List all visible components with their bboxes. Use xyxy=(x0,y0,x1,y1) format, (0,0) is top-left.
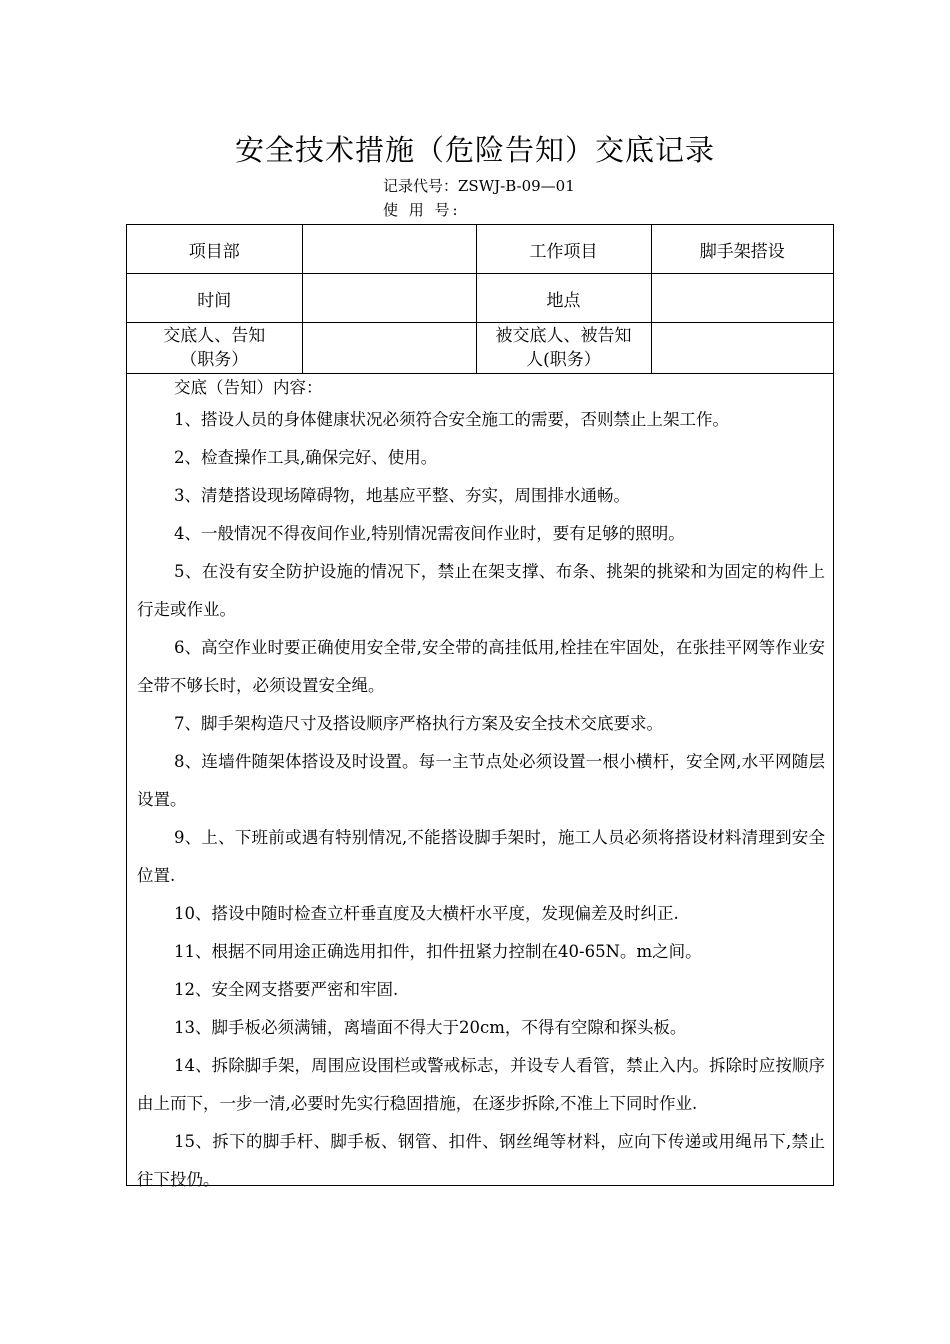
content-item-12: 12、安全网支搭要严密和牢固. xyxy=(174,980,399,999)
content-item-4: 4、一般情况不得夜间作业,特别情况需夜间作业时，要有足够的照明。 xyxy=(174,524,685,543)
briefer-value[interactable] xyxy=(302,323,476,374)
briefer-label-line2: （职务） xyxy=(180,350,249,370)
briefing-content xyxy=(127,375,833,1199)
content-item-10: 10、搭设中随时检查立杆垂直度及大横杆水平度，发现偏差及时纠正. xyxy=(174,904,679,923)
form-header-table xyxy=(127,225,833,374)
form-row-persons xyxy=(127,323,833,374)
project-dept-label: 项目部 xyxy=(127,225,302,274)
content-item-15: 15、拆下的脚手杆、脚手板、钢管、扣件、钢丝绳等材料，应向下传递或用绳吊下,禁止往下投仍。 xyxy=(137,1132,825,1189)
briefer-label-line1: 交底人、告知 xyxy=(163,326,266,346)
time-label: 时间 xyxy=(127,274,302,323)
project-dept-value[interactable] xyxy=(302,225,476,274)
document-title: 安全技术措施（危险告知）交底记录 xyxy=(234,133,715,167)
briefing-form xyxy=(126,224,834,1189)
work-item-value[interactable]: 脚手架搭设 xyxy=(651,225,833,274)
location-value[interactable] xyxy=(651,274,833,323)
content-item-14: 14、拆除脚手架，周围应设围栏或警戒标志，并设专人看管，禁止入内。拆除时应按顺序由上而下，一步一清,必要时先实行稳固措施，在逐步拆除,不准上下同时作业. xyxy=(137,1056,825,1113)
content-item-6: 6、高空作业时要正确使用安全带,安全带的高挂低用,栓挂在牢固处，在张挂平网等作业安全带不够长时，必须设置安全绳。 xyxy=(137,638,825,695)
briefer-label xyxy=(127,323,302,374)
content-item-1: 1、搭设人员的身体健康状况必须符合安全施工的需要，否则禁止上架工作。 xyxy=(174,410,729,429)
work-item-label: 工作项目 xyxy=(476,225,651,274)
content-item-2: 2、检查操作工具,确保完好、使用。 xyxy=(174,448,438,467)
content-item-3: 3、清楚搭设现场障碍物，地基应平整、夯实，周围排水通畅。 xyxy=(174,486,630,505)
use-number: 使 用 号: xyxy=(383,201,461,219)
content-item-11: 11、根据不同用途正确选用扣件，扣件扭紧力控制在40-65N。m之间。 xyxy=(174,942,702,961)
recipient-value[interactable] xyxy=(651,323,833,374)
content-item-9: 9、上、下班前或遇有特别情况,不能搭设脚手架时，施工人员必须将搭设材料清理到安全位置. xyxy=(137,828,825,885)
record-code: 记录代号：ZSWJ-B-09—01 xyxy=(383,177,575,195)
recipient-label-line2: 人(职务） xyxy=(526,350,601,370)
recipient-label-line1: 被交底人、被告知 xyxy=(495,326,632,346)
content-item-13: 13、脚手板必须满铺，离墙面不得大于20cm，不得有空隙和探头板。 xyxy=(174,1018,687,1037)
form-row-time xyxy=(127,274,833,323)
content-heading: 交底（告知）内容： xyxy=(174,378,323,397)
content-item-5: 5、在没有安全防护设施的情况下，禁止在架支撑、布条、挑架的挑梁和为固定的构件上行走或作业。 xyxy=(137,562,825,619)
recipient-label xyxy=(476,323,651,374)
location-label: 地点 xyxy=(476,274,651,323)
content-item-7: 7、脚手架构造尺寸及搭设顺序严格执行方案及安全技术交底要求。 xyxy=(174,714,663,733)
content-item-8: 8、连墙件随架体搭设及时设置。每一主节点处必须设置一根小横杆，安全网,水平网随层设置。 xyxy=(137,752,825,809)
form-row-project xyxy=(127,225,833,274)
time-value[interactable] xyxy=(302,274,476,323)
